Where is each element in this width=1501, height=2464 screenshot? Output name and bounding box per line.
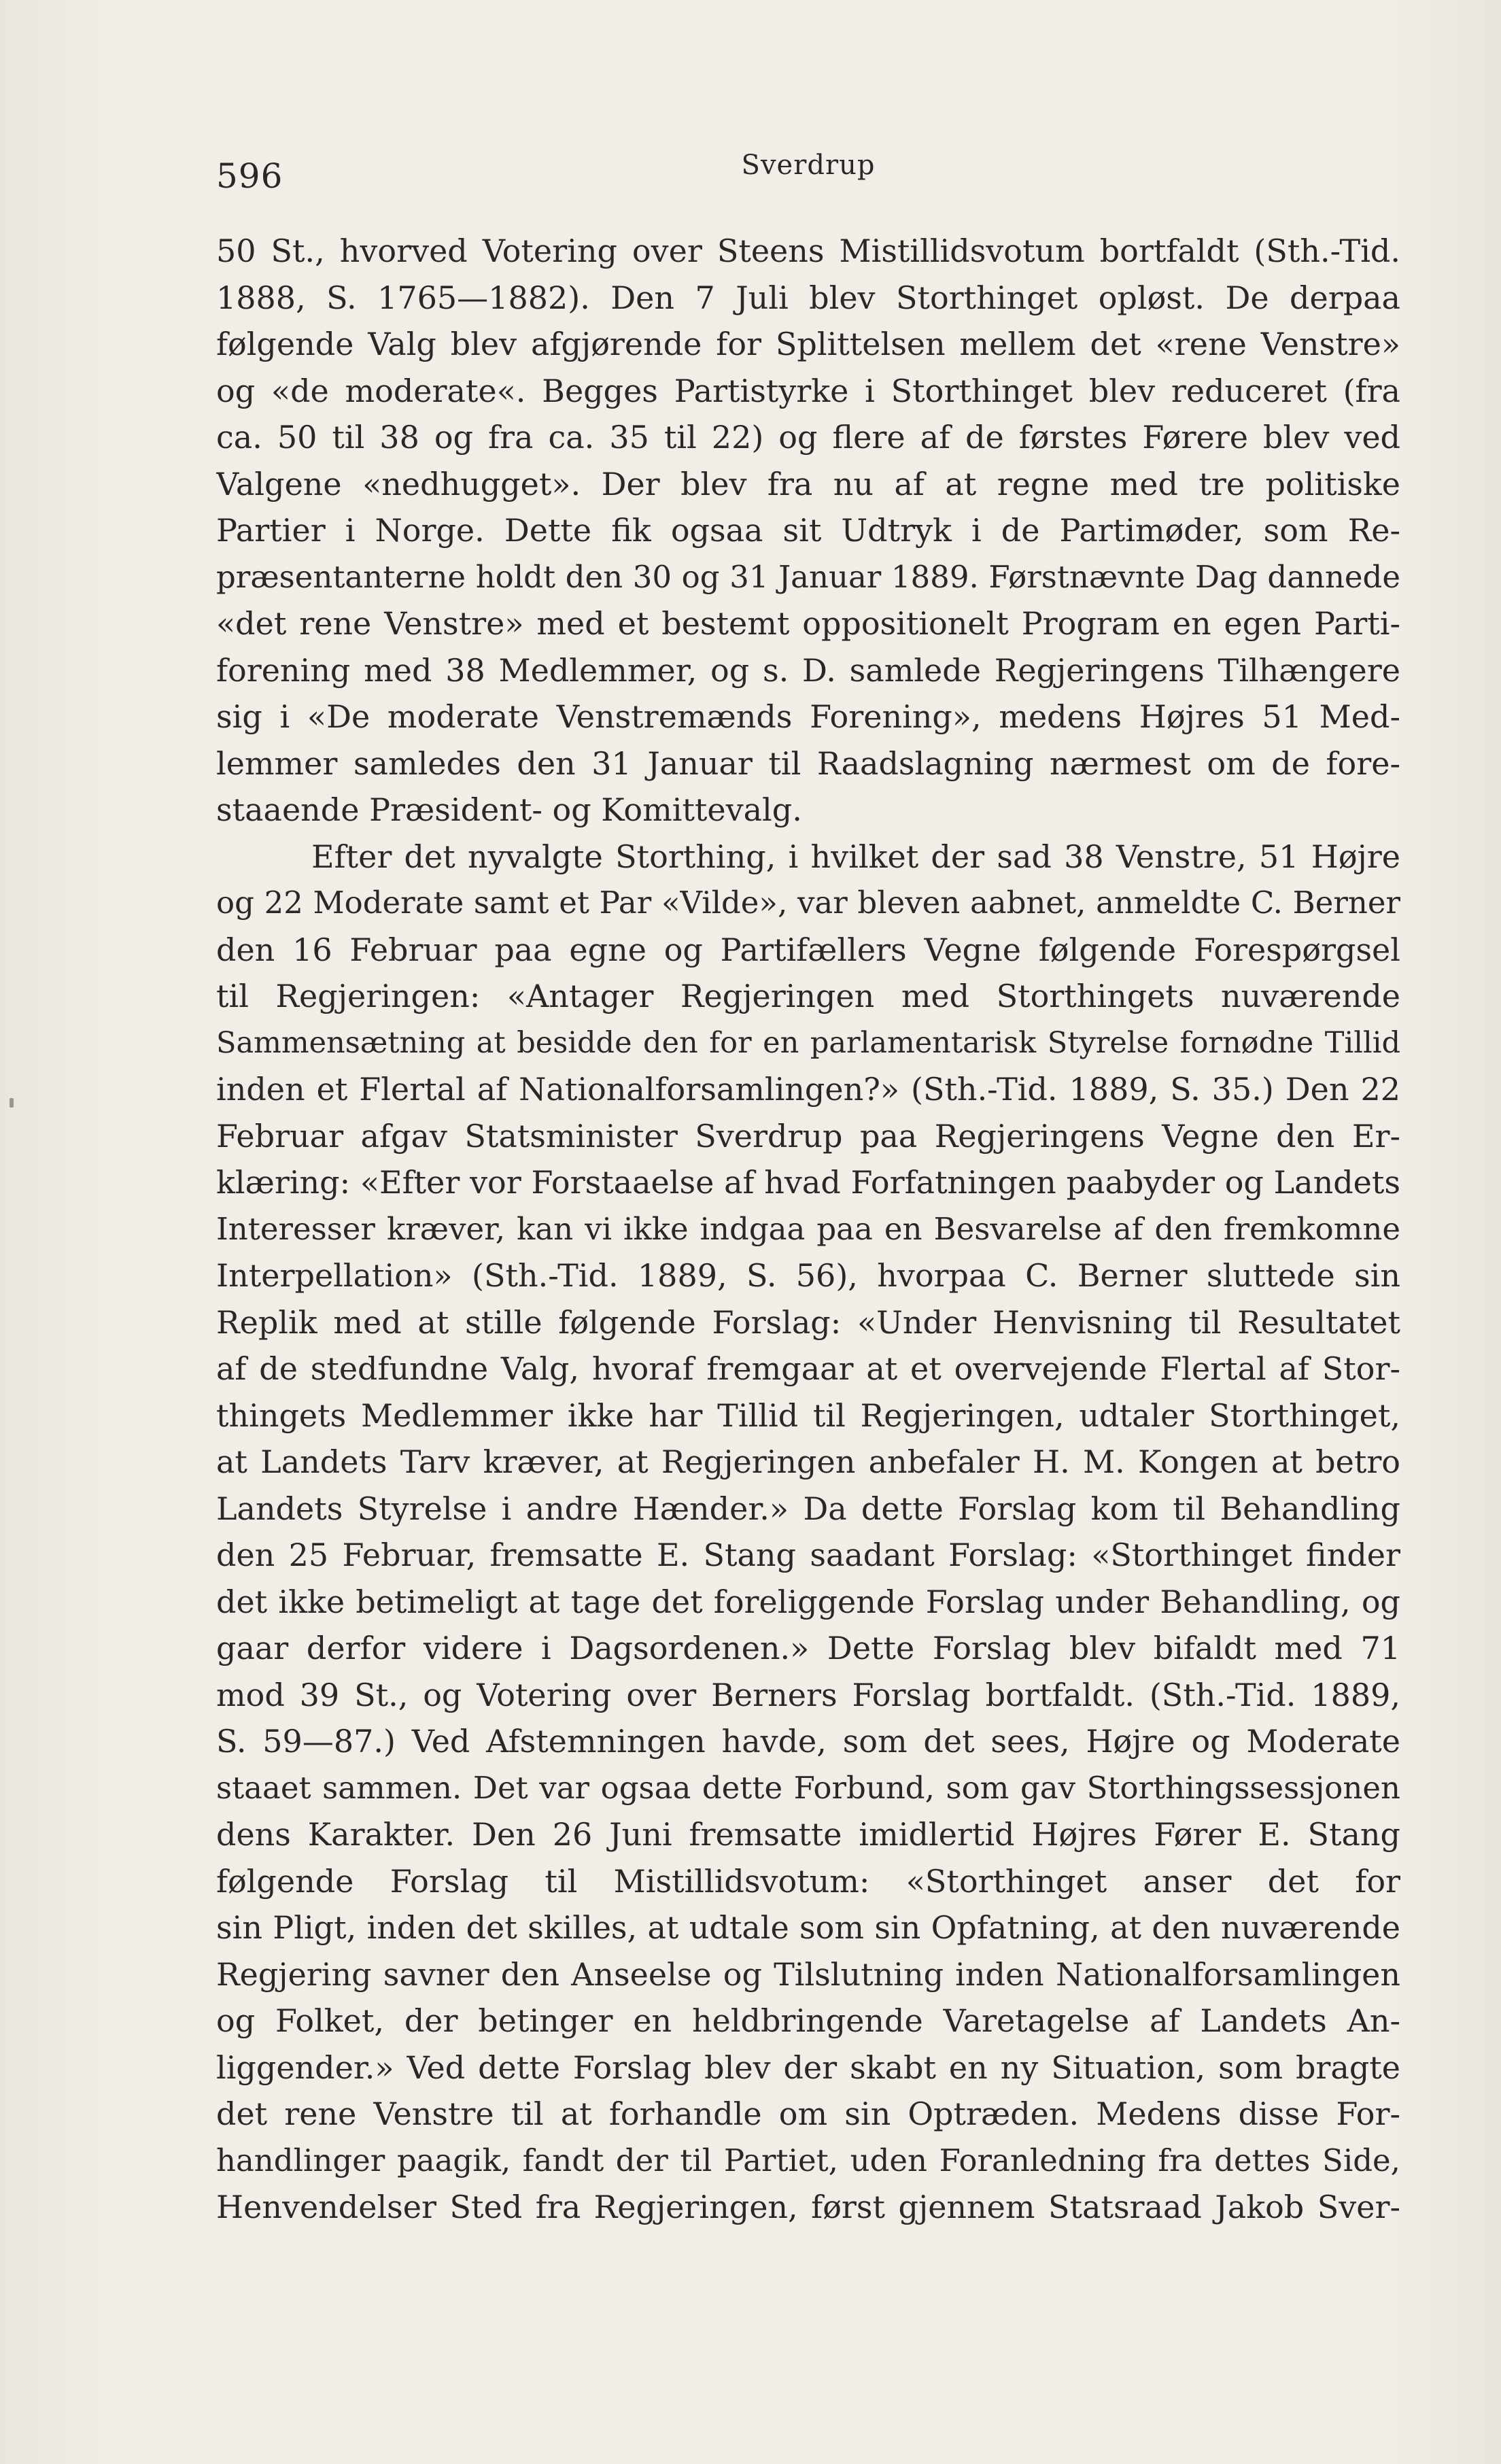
text-line: thingets Medlemmer ikke har Tillid til Regjeringen, udtaler Storthinget, (216, 1397, 1400, 1434)
text-line: staaet sammen. Det var ogsaa dette Forbund, som gav Storthingssessjonen (216, 1769, 1400, 1806)
text-line: liggender.» Ved dette Forslag blev der skabt en ny Situation, som bragte (216, 2049, 1400, 2086)
text-line: 50 St., hvorved Votering over Steens Mistillidsvotum bortfaldt (Sth.-Tid. (216, 233, 1400, 269)
text-line: den 25 Februar, fremsatte E. Stang saadant Forslag: «Storthinget finder (216, 1537, 1400, 1573)
text-line: og 22 Moderate samt et Par «Vilde», var bleven aabnet, anmeldte C. Berner (216, 885, 1400, 921)
text-line: og Folket, der betinger en heldbringende Varetagelse af Landets An- (216, 2002, 1400, 2039)
text-line: følgende Forslag til Mistillidsvotum: «Storthinget anser det for (216, 1862, 1400, 1900)
text-line: staaende Præsident- og Komittevalg. (216, 791, 802, 828)
text-line: Landets Styrelse i andre Hænder.» Da dette Forslag kom til Behandling (216, 1490, 1400, 1527)
text-line: sin Pligt, inden det skilles, at udtale som sin Opfatning, at den nuværende (216, 1909, 1400, 1946)
text-line: 1888, S. 1765—1882). Den 7 Juli blev Storthinget opløst. De derpaa (216, 279, 1400, 316)
running-head (216, 143, 1400, 196)
text-line: dens Karakter. Den 26 Juni fremsatte imidlertid Højres Fører E. Stang (216, 1816, 1400, 1853)
text-line: «det rene Venstre» med et bestemt oppositionelt Program en egen Parti- (216, 605, 1400, 642)
text-line: af de stedfundne Valg, hvoraf fremgaar at et overvejende Flertal af Stor- (216, 1350, 1400, 1387)
text-line: Regjering savner den Anseelse og Tilslutning inden Nationalforsamlingen (216, 1955, 1400, 1993)
text-line: mod 39 St., og Votering over Berners Forslag bortfaldt. (Sth.-Tid. 1889, (216, 1676, 1400, 1713)
text-line: præsentanterne holdt den 30 og 31 Januar 1889. Førstnævnte Dag dannede (216, 558, 1400, 595)
text-line: lemmer samledes den 31 Januar til Raadslagning nærmest om de fore- (216, 745, 1400, 782)
margin-mark (10, 1098, 14, 1108)
text-line: den 16 Februar paa egne og Partifællers Vegne følgende Forespørgsel (216, 931, 1400, 968)
text-line: forening med 38 Medlemmer, og s. D. samlede Regjeringens Tilhængere (216, 651, 1400, 689)
text-line: Februar afgav Statsminister Sverdrup paa Regjeringens Vegne den Er- (216, 1117, 1400, 1154)
paragraph-1 (216, 228, 1400, 834)
text-line: at Landets Tarv kræver, at Regjeringen anbefaler H. M. Kongen at betro (216, 1443, 1400, 1480)
text-line: sig i «De moderate Venstremænds Forening», medens Højres 51 Med- (216, 698, 1400, 735)
text-line: S. 59—87.) Ved Afstemningen havde, som det sees, Højre og Moderate (216, 1723, 1400, 1760)
text-line: følgende Valg blev afgjørende for Splittelsen mellem det «rene Venstre» (216, 326, 1400, 362)
text-line: til Regjeringen: «Antager Regjeringen med Storthingets nuværende (216, 978, 1400, 1014)
text-line: Sammensætning at besidde den for en parlamentarisk Styrelse fornødne Tillid (216, 1025, 1400, 1060)
body-text (216, 228, 1400, 2231)
text-line: og «de moderate«. Begges Partistyrke i Storthinget blev reduceret (fra (216, 372, 1400, 409)
text-line: Interesser kræver, kan vi ikke indgaa paa en Besvarelse af den fremkomne (216, 1210, 1400, 1247)
text-line: ca. 50 til 38 og fra ca. 35 til 22) og flere af de førstes Førere blev ved (216, 419, 1400, 456)
text-line: Replik med at stille følgende Forslag: «Under Henvisning til Resultatet (216, 1303, 1400, 1341)
text-line: Interpellation» (Sth.-Tid. 1889, S. 56), hvorpaa C. Berner sluttede sin (216, 1257, 1400, 1294)
page-number: 596 (216, 156, 283, 196)
text-line: Partier i Norge. Dette fik ogsaa sit Udtryk i de Partimøder, som Re- (216, 512, 1400, 549)
text-line: Henvendelser Sted fra Regjeringen, først gjennem Statsraad Jakob Sver- (216, 2189, 1400, 2225)
text-line: gaar derfor videre i Dagsordenen.» Dette Forslag blev bifaldt med 71 (216, 1630, 1400, 1666)
text-line: det rene Venstre til at forhandle om sin Optræden. Medens disse For- (216, 2095, 1400, 2132)
text-line: klæring: «Efter vor Forstaaelse af hvad Forfatningen paabyder og Landets (216, 1164, 1400, 1201)
paragraph-2 (216, 834, 1400, 2231)
text-line: inden et Flertal af Nationalforsamlingen?» (Sth.-Tid. 1889, S. 35.) Den 22 (216, 1071, 1400, 1108)
text-line: Efter det nyvalgte Storthing, i hvilket der sad 38 Venstre, 51 Højre (311, 838, 1400, 875)
text-line: Valgene «nedhugget». Der blev fra nu af at regne med tre politiske (216, 465, 1400, 502)
text-line: det ikke betimeligt at tage det foreliggende Forslag under Behandling, og (216, 1583, 1400, 1620)
text-line: handlinger paagik, fandt der til Partiet, uden Foranledning fra dettes Side, (216, 2142, 1400, 2178)
running-title: Sverdrup (741, 150, 876, 181)
